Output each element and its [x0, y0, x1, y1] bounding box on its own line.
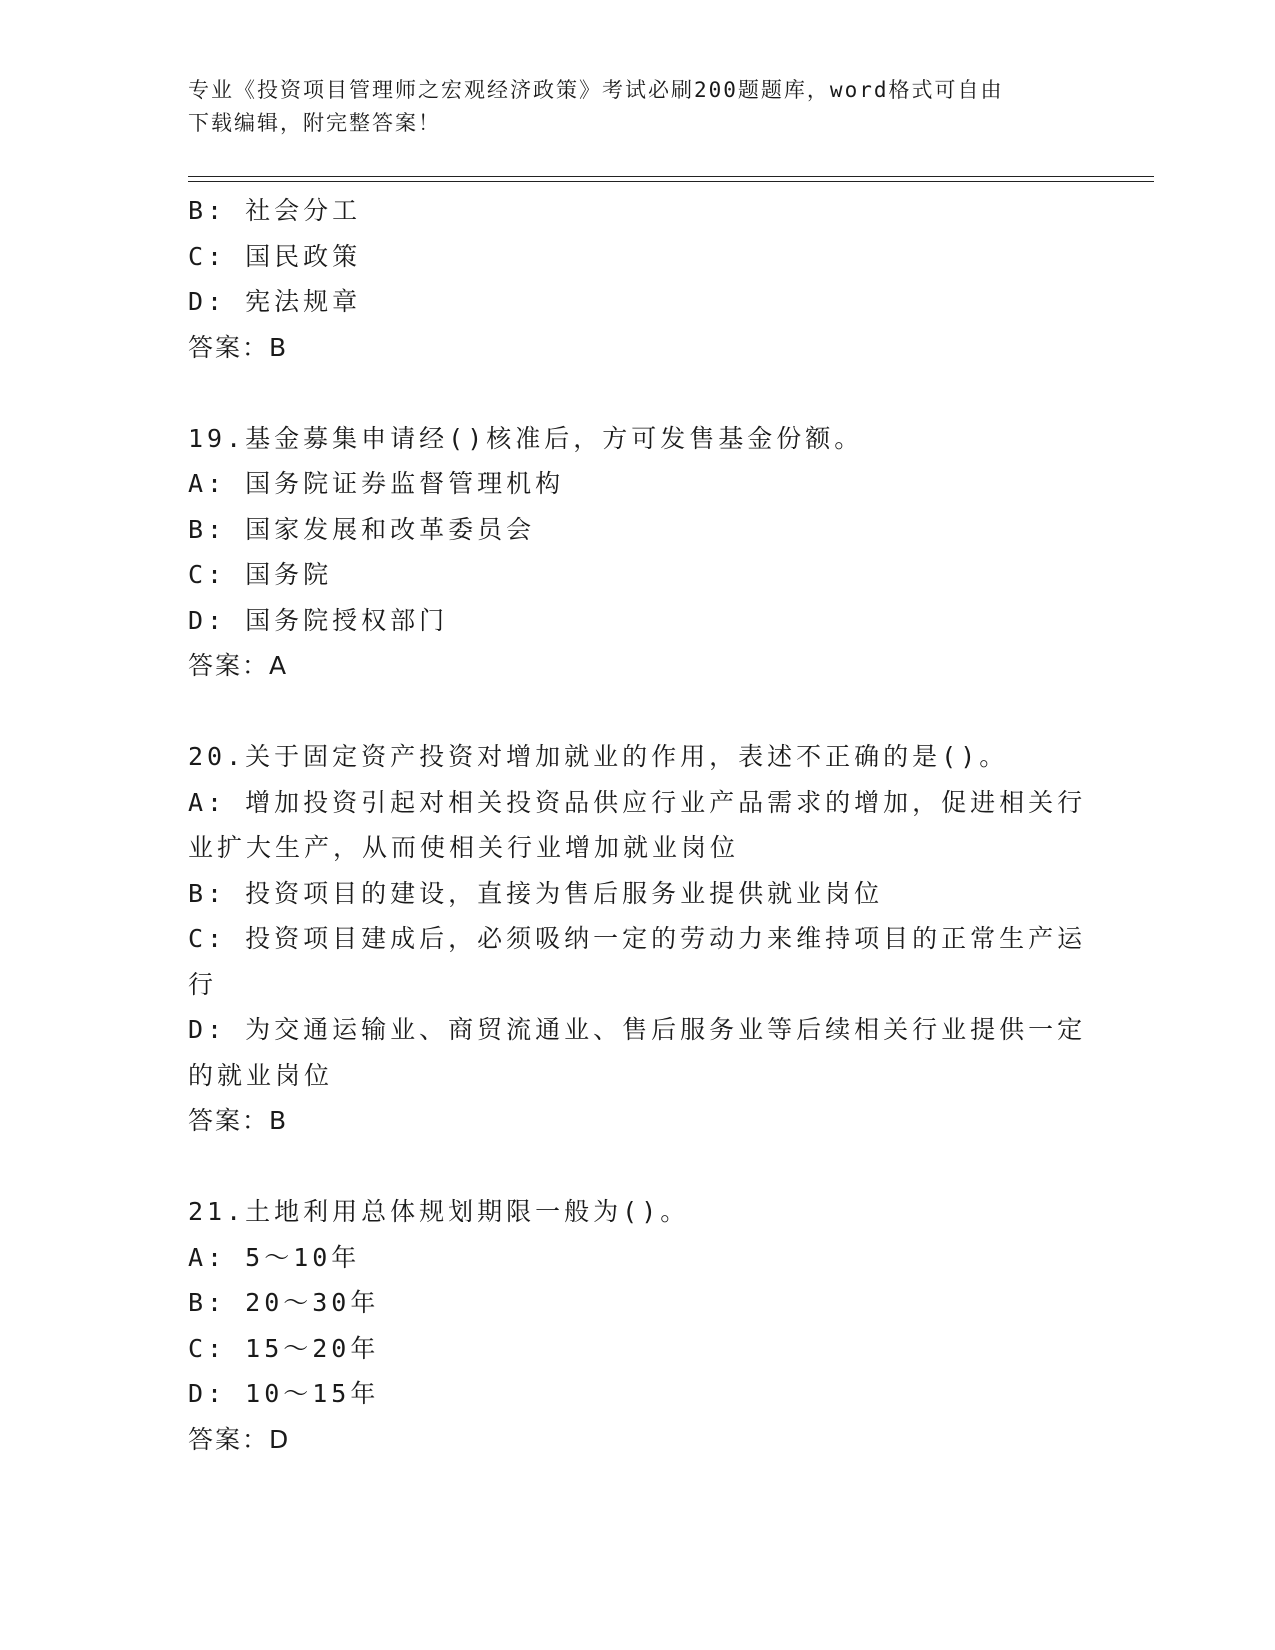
- header-divider-top: [188, 176, 1154, 177]
- answer-line: 答案：B: [188, 332, 289, 362]
- option-c: C: 国民政策: [188, 241, 362, 271]
- header-line-2: 下载编辑，附完整答案！: [188, 111, 441, 135]
- option-c: C: 15～20年: [188, 1333, 380, 1363]
- spacer: [188, 689, 1088, 735]
- option-c-continued: 行: [188, 969, 218, 999]
- option-b: B: 社会分工: [188, 196, 362, 225]
- option-b: B: 国家发展和改革委员会: [188, 514, 536, 544]
- answer-line: 答案：B: [188, 1106, 289, 1135]
- answer-line: 答案：A: [188, 651, 289, 680]
- option-a: A: 5～10年: [188, 1242, 361, 1272]
- question-block-21: [188, 1189, 1088, 1462]
- option-c: C: 国务院: [188, 560, 333, 589]
- option-d: D: 为交通运输业、商贸流通业、售后服务业等后续相关行业提供一定: [188, 1015, 1087, 1044]
- question-text: 21.土地利用总体规划期限一般为()。: [188, 1197, 690, 1226]
- answer-line: 答案：D: [188, 1424, 291, 1454]
- option-d: D: 宪法规章: [188, 287, 362, 316]
- spacer: [188, 370, 1088, 416]
- option-c: C: 投资项目建成后，必须吸纳一定的劳动力来维持项目的正常生产运: [188, 924, 1087, 953]
- page-header: [188, 74, 1068, 140]
- header-divider-bottom: [188, 181, 1154, 182]
- option-d: D: 10～15年: [188, 1379, 380, 1408]
- question-text: 20.关于固定资产投资对增加就业的作用，表述不正确的是()。: [188, 742, 1009, 771]
- question-list: [188, 188, 1088, 1462]
- spacer: [188, 1144, 1088, 1190]
- option-a-continued: 业扩大生产，从而使相关行业增加就业岗位: [188, 833, 740, 862]
- header-line-1: 专业《投资项目管理师之宏观经济政策》考试必刷200题题库，word格式可自由: [188, 78, 1004, 102]
- question-block-18: [188, 188, 1088, 370]
- option-a: A: 国务院证券监督管理机构: [188, 469, 565, 498]
- option-d: D: 国务院授权部门: [188, 605, 449, 635]
- option-a: A: 增加投资引起对相关投资品供应行业产品需求的增加，促进相关行: [188, 787, 1087, 817]
- option-d-continued: 的就业岗位: [188, 1060, 334, 1090]
- question-text: 19.基金募集申请经()核准后，方可发售基金份额。: [188, 423, 864, 453]
- question-block-19: [188, 416, 1088, 689]
- option-b: B: 20～30年: [188, 1288, 380, 1317]
- question-block-20: [188, 734, 1088, 1144]
- option-b: B: 投资项目的建设，直接为售后服务业提供就业岗位: [188, 878, 884, 908]
